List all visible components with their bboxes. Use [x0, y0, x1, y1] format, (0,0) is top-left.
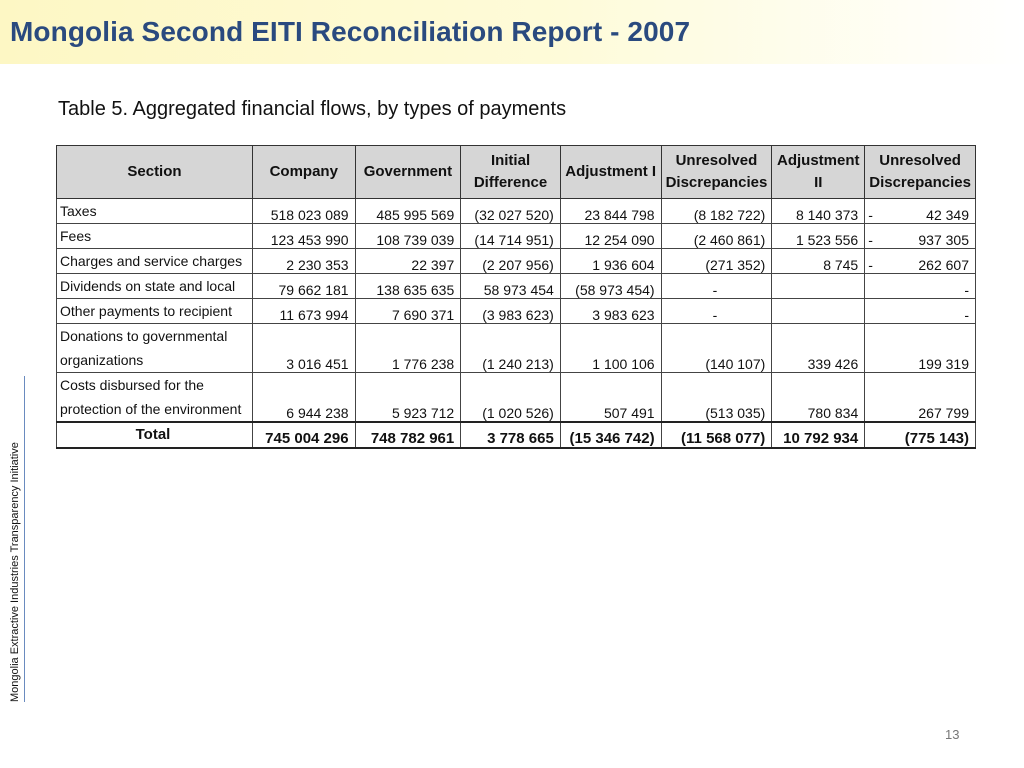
cell-unresolved-2: [865, 299, 976, 324]
cell-adjustment-2: 339 426: [772, 324, 865, 373]
cell-initial-difference: (3 983 623): [461, 299, 561, 324]
cell-company: 2 230 353: [252, 249, 355, 274]
table-row: [57, 199, 976, 224]
cell-adjustment-2: 8 140 373: [772, 199, 865, 224]
cell-section: Other payments to recipient: [57, 299, 253, 324]
total-unresolved-1: (11 568 077): [661, 422, 772, 448]
header-section: Section: [57, 146, 253, 199]
cell-unresolved-2: [865, 373, 976, 423]
cell-unresolved-1: (271 352): [661, 249, 772, 274]
sidebar-divider: [24, 376, 25, 702]
cell-initial-difference: (32 027 520): [461, 199, 561, 224]
table-row: [57, 373, 976, 423]
cell-company: 6 944 238: [252, 373, 355, 423]
cell-unresolved-2: [865, 249, 976, 274]
dash-marker: -: [868, 232, 873, 248]
cell-government: 7 690 371: [355, 299, 461, 324]
total-government: 748 782 961: [355, 422, 461, 448]
cell-unresolved-1: -: [661, 274, 772, 299]
cell-government: 5 923 712: [355, 373, 461, 423]
cell-unresolved-1: (8 182 722): [661, 199, 772, 224]
cell-section: Fees: [57, 224, 253, 249]
header-unresolved-1: Unresolved Discrepancies: [661, 146, 772, 199]
table-row: [57, 274, 976, 299]
header-government: Government: [355, 146, 461, 199]
cell-initial-difference: (14 714 951): [461, 224, 561, 249]
cell-adjustment-1: 1 100 106: [560, 324, 661, 373]
cell-unresolved-1: (2 460 861): [661, 224, 772, 249]
page-number: 13: [945, 727, 960, 742]
cell-value: -: [964, 307, 969, 323]
cell-unresolved-1: (513 035): [661, 373, 772, 423]
cell-company: 11 673 994: [252, 299, 355, 324]
cell-government: 485 995 569: [355, 199, 461, 224]
total-company: 745 004 296: [252, 422, 355, 448]
cell-adjustment-1: 12 254 090: [560, 224, 661, 249]
dash-marker: -: [868, 207, 873, 223]
header-unresolved-2: Unresolved Discrepancies: [865, 146, 976, 199]
cell-adjustment-1: 23 844 798: [560, 199, 661, 224]
header-adjustment-2: Adjustment II: [772, 146, 865, 199]
cell-value: 199 319: [918, 356, 969, 372]
table-caption: Table 5. Aggregated financial flows, by types of payments: [58, 98, 567, 120]
header-initial-difference: Initial Difference: [461, 146, 561, 199]
cell-unresolved-2: [865, 199, 976, 224]
cell-value: 42 349: [926, 207, 969, 223]
cell-unresolved-2: [865, 224, 976, 249]
cell-adjustment-2: [772, 274, 865, 299]
total-label: Total: [57, 422, 253, 448]
table-header-row: [57, 146, 976, 199]
table-row: [57, 324, 976, 373]
cell-value: 262 607: [918, 257, 969, 273]
total-unresolved-2: (775 143): [865, 422, 976, 448]
header-company: Company: [252, 146, 355, 199]
cell-adjustment-2: 8 745: [772, 249, 865, 274]
cell-government: 108 739 039: [355, 224, 461, 249]
cell-unresolved-1: -: [661, 299, 772, 324]
dash-marker: -: [868, 257, 873, 273]
total-adjustment-1: (15 346 742): [560, 422, 661, 448]
cell-adjustment-2: 780 834: [772, 373, 865, 423]
cell-section: Taxes: [57, 199, 253, 224]
cell-adjustment-2: 1 523 556: [772, 224, 865, 249]
cell-section: Dividends on state and local: [57, 274, 253, 299]
cell-company: 79 662 181: [252, 274, 355, 299]
table-row: [57, 299, 976, 324]
cell-unresolved-2: [865, 324, 976, 373]
cell-section: Donations to governmental organizations: [57, 324, 253, 373]
header-adjustment-1: Adjustment I: [560, 146, 661, 199]
page-title: Mongolia Second EITI Reconciliation Report - 2007: [10, 16, 691, 47]
cell-company: 123 453 990: [252, 224, 355, 249]
cell-unresolved-2: [865, 274, 976, 299]
cell-government: 22 397: [355, 249, 461, 274]
cell-adjustment-2: [772, 299, 865, 324]
total-row: [57, 422, 976, 448]
cell-initial-difference: (1 020 526): [461, 373, 561, 423]
cell-initial-difference: 58 973 454: [461, 274, 561, 299]
sidebar-text: Mongolia Extractive Industries Transparency Initiative: [9, 442, 21, 702]
cell-adjustment-1: (58 973 454): [560, 274, 661, 299]
table-row: [57, 249, 976, 274]
cell-government: 1 776 238: [355, 324, 461, 373]
cell-government: 138 635 635: [355, 274, 461, 299]
cell-unresolved-1: (140 107): [661, 324, 772, 373]
cell-company: 518 023 089: [252, 199, 355, 224]
total-initial-difference: 3 778 665: [461, 422, 561, 448]
cell-value: -: [964, 282, 969, 298]
cell-value: 937 305: [918, 232, 969, 248]
cell-adjustment-1: 1 936 604: [560, 249, 661, 274]
cell-value: 267 799: [918, 405, 969, 421]
financial-flows-table: [56, 145, 976, 449]
cell-initial-difference: (2 207 956): [461, 249, 561, 274]
table-row: [57, 224, 976, 249]
cell-section: Costs disbursed for the protection of the environment: [57, 373, 253, 423]
cell-company: 3 016 451: [252, 324, 355, 373]
cell-adjustment-1: 3 983 623: [560, 299, 661, 324]
cell-adjustment-1: 507 491: [560, 373, 661, 423]
cell-initial-difference: (1 240 213): [461, 324, 561, 373]
total-adjustment-2: 10 792 934: [772, 422, 865, 448]
cell-section: Charges and service charges: [57, 249, 253, 274]
